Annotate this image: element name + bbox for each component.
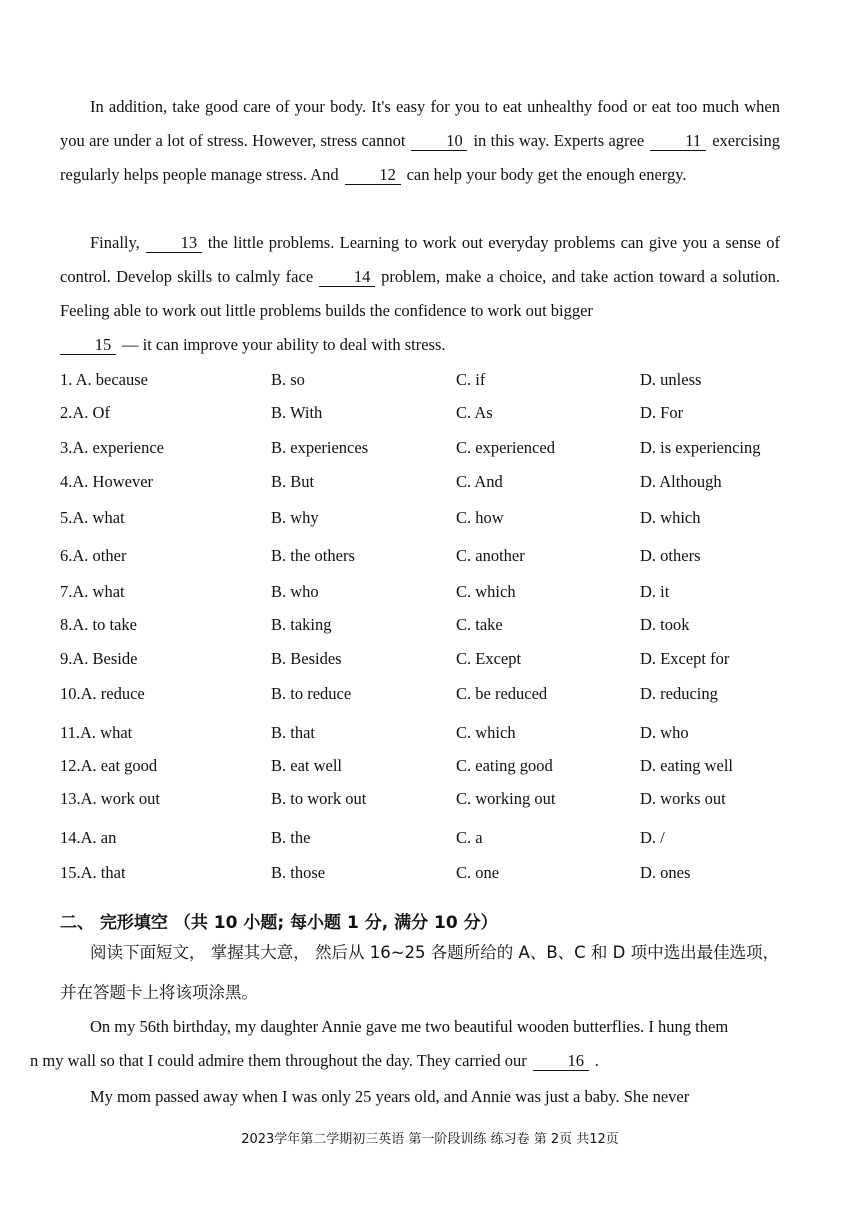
option-row-5 xyxy=(60,508,800,538)
option-a: 1. A. because xyxy=(60,370,148,389)
option-b: B. those xyxy=(271,863,326,882)
option-c: C. which xyxy=(456,582,516,601)
option-row-3 xyxy=(60,438,800,468)
option-c: C. take xyxy=(456,615,503,634)
option-a: 10.A. reduce xyxy=(60,684,145,703)
blank-14: 14 xyxy=(319,268,375,287)
passage-paragraph-body-care: In addition, take good care of your body. It's easy for you to eat unhealthy food or eat too much when you are under a lot of stress. However, stress cannot 10 in this way. Experts agree 11 exercising regularly helps people manage stress. And 12 can help your body get the enough energy. xyxy=(60,97,780,184)
passage-paragraph-finally: Finally, 13 the little problems. Learning to work out everyday problems can give you a sense of control. Develop skills to calmly face 14 problem, make a choice, and take action toward a solution. Feeling able to work out little problems builds the confidence to work out bigger 15 — it can improve your ability to deal with stress. xyxy=(60,233,780,354)
option-c: C. working out xyxy=(456,789,556,808)
option-c: C. As xyxy=(456,403,493,422)
option-a: 5.A. what xyxy=(60,508,125,527)
option-a: 11.A. what xyxy=(60,723,133,742)
option-c: C. a xyxy=(456,828,483,847)
option-row-2 xyxy=(60,403,800,433)
option-a: 14.A. an xyxy=(60,828,117,847)
option-b: B. the xyxy=(271,828,311,847)
option-c: C. be reduced xyxy=(456,684,548,703)
option-d: D. unless xyxy=(640,370,702,389)
option-b: B. But xyxy=(271,472,315,491)
option-c: C. another xyxy=(456,546,525,565)
option-c: C. one xyxy=(456,863,500,882)
option-a: 12.A. eat good xyxy=(60,756,158,775)
option-a: 7.A. what xyxy=(60,582,125,601)
option-d: D. who xyxy=(640,723,689,742)
option-b: B. the others xyxy=(271,546,355,565)
option-d: D. Except for xyxy=(640,649,730,668)
option-row-12 xyxy=(60,756,800,786)
option-b: B. so xyxy=(271,370,305,389)
option-row-6 xyxy=(60,546,800,576)
option-row-11 xyxy=(60,723,800,753)
option-c: C. which xyxy=(456,723,516,742)
option-b: B. eat well xyxy=(271,756,343,775)
option-a: 6.A. other xyxy=(60,546,127,565)
option-c: C. if xyxy=(456,370,486,389)
option-row-1 xyxy=(60,370,800,400)
option-d: D. others xyxy=(640,546,701,565)
option-b: B. to work out xyxy=(271,789,367,808)
option-a: 9.A. Beside xyxy=(60,649,138,668)
option-row-9 xyxy=(60,649,800,679)
option-b: B. With xyxy=(271,403,323,422)
blank-10: 10 xyxy=(411,132,467,151)
blank-16: 16 xyxy=(533,1052,589,1071)
option-b: B. to reduce xyxy=(271,684,352,703)
option-c: C. Except xyxy=(456,649,522,668)
option-row-13 xyxy=(60,789,800,819)
option-row-7 xyxy=(60,582,800,612)
option-d: D. eating well xyxy=(640,756,734,775)
section-instruction: 阅读下面短文， 掌握其大意， 然后从 16~25 各题所给的 A、B、C 和 D 项中选出最佳选项， xyxy=(90,943,780,962)
option-d: D. took xyxy=(640,615,690,634)
option-c: C. And xyxy=(456,472,503,491)
section-instruction-cont: 并在答题卡上将该项涂黑。 xyxy=(60,983,258,1002)
option-c: C. eating good xyxy=(456,756,553,775)
option-d: D. / xyxy=(640,828,665,847)
blank-12: 12 xyxy=(345,166,401,185)
option-a: 13.A. work out xyxy=(60,789,160,808)
option-c: C. experienced xyxy=(456,438,555,457)
option-d: D. is experiencing xyxy=(640,438,761,457)
option-a: 8.A. to take xyxy=(60,615,137,634)
passage-paragraph-mom: My mom passed away when I was only 25 years old, and Annie was just a baby. She never xyxy=(90,1087,690,1106)
option-d: D. reducing xyxy=(640,684,718,703)
option-row-8 xyxy=(60,615,800,645)
option-a: 4.A. However xyxy=(60,472,154,491)
passage-paragraph-birthday: On my 56th birthday, my daughter Annie gave me two beautiful wooden butterflies. I hung them n my wall so that I could admire them throughout the day. They carried our 16 . xyxy=(30,1017,729,1070)
blank-15: 15 xyxy=(60,336,116,355)
option-d: D. it xyxy=(640,582,670,601)
option-a: 3.A. experience xyxy=(60,438,164,457)
option-d: D. ones xyxy=(640,863,691,882)
option-a: 15.A. that xyxy=(60,863,126,882)
option-d: D. which xyxy=(640,508,701,527)
option-a: 2.A. Of xyxy=(60,403,110,422)
option-b: B. that xyxy=(271,723,315,742)
blank-11: 11 xyxy=(650,132,706,151)
option-row-10 xyxy=(60,684,800,714)
option-d: D. works out xyxy=(640,789,726,808)
section-heading: 二、 完形填空 （共 10 小题; 每小题 1 分, 满分 10 分） xyxy=(60,913,498,933)
option-b: B. taking xyxy=(271,615,332,634)
blank-13: 13 xyxy=(146,234,202,253)
option-c: C. how xyxy=(456,508,504,527)
option-d: D. Although xyxy=(640,472,722,491)
option-d: D. For xyxy=(640,403,684,422)
option-row-15 xyxy=(60,863,800,893)
option-b: B. Besides xyxy=(271,649,342,668)
option-b: B. who xyxy=(271,582,319,601)
option-row-4 xyxy=(60,472,800,502)
page-footer: 2023学年第二学期初三英语 第一阶段训练 练习卷 第 2页 共12页 xyxy=(241,1132,619,1147)
option-row-14 xyxy=(60,828,800,858)
option-b: B. why xyxy=(271,508,319,527)
option-b: B. experiences xyxy=(271,438,369,457)
